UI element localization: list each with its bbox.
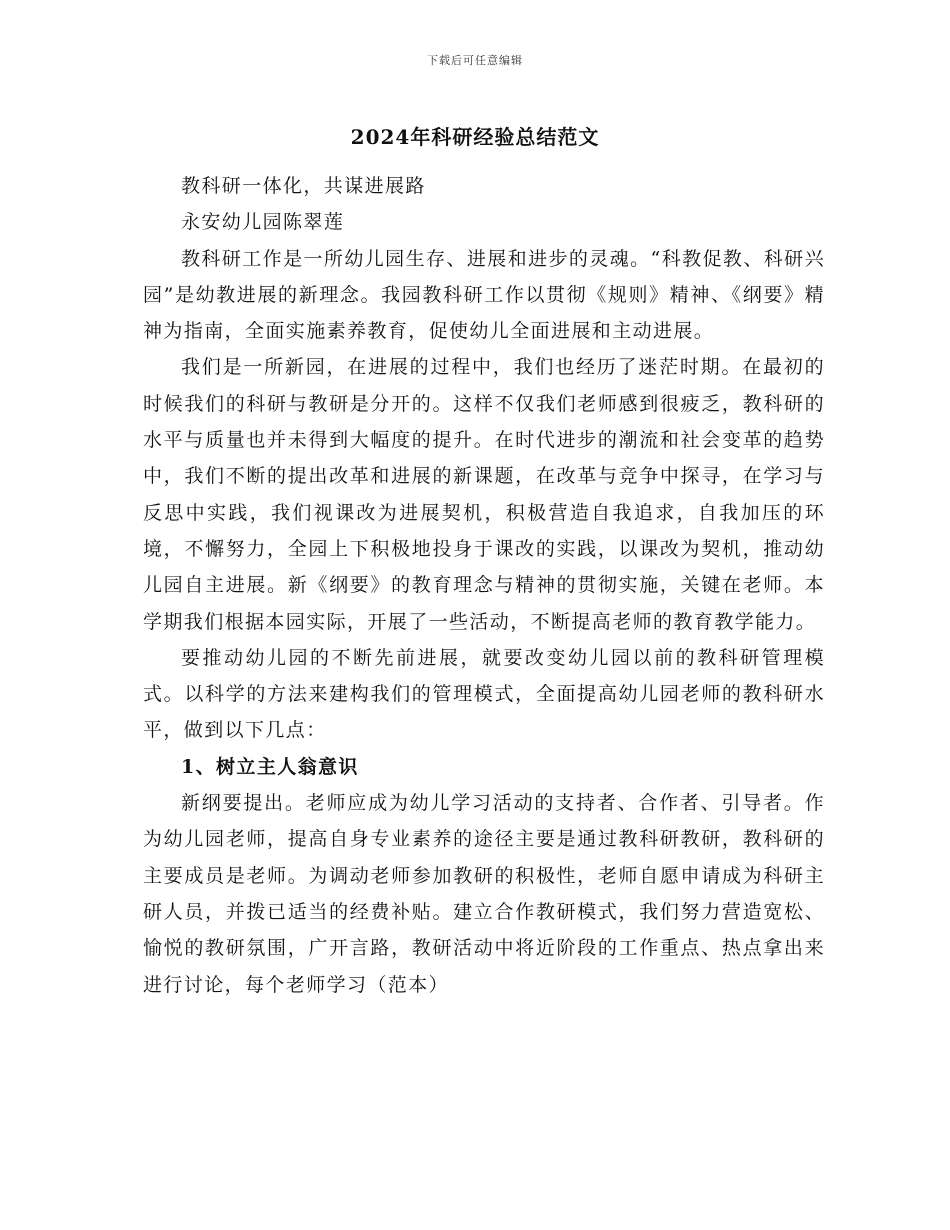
author-line: 永安幼儿园陈翠莲 [181,211,345,234]
body-paragraph: 我们是一所新园，在进展的过程中，我们也经历了迷茫时期。在最初的时候我们的科研与教研是分开的。这样不仅我们老师感到很疲乏，教科研的水平与质量也并未得到大幅度的提升。在时代进步的潮流和社会变革的趋势中，我们不断的提出改革和进展的新课题，在改革与竞争中探寻，在学习与反思中实践，我们视课改为进展契机，积极营造自我追求，自我加压的环境，不懈努力，全园上下积极地投身于课改的实践，以课改为契机，推动幼儿园自主进展。新《纲要》的教育理念与精神的贯彻实施，关键在老师。本学期我们根据本园实际，开展了一些活动，不断提高老师的教育教学能力。 [143,356,825,633]
section-heading: 1、树立主人翁意识 [181,755,359,778]
body-paragraph: 要推动幼儿园的不断先前进展，就要改变幼儿园以前的教科研管理模式。以科学的方法来建构我们的管理模式，全面提高幼儿园老师的教科研水平，做到以下几点： [143,646,825,742]
document-body [143,168,825,1003]
body-paragraph: 新纲要提出。老师应成为幼儿学习活动的支持者、合作者、引导者。作为幼儿园老师，提高自身专业素养的途径主要是通过教科研教研，教科研的主要成员是老师。为调动老师参加教研的积极性，老师自愿申请成为科研主研人员，并拨已适当的经费补贴。建立合作教研模式，我们努力营造宽松、愉悦的教研氛围，广开言路，教研活动中将近阶段的工作重点、热点拿出来进行讨论，每个老师学习（范本） [143,792,825,996]
subtitle: 教科研一体化，共谋进展路 [181,175,426,197]
body-paragraph: 教科研工作是一所幼儿园生存、进展和进步的灵魂。“科教促教、科研兴园”是幼教进展的新理念。我园教科研工作以贯彻《规则》精神、《纲要》精神为指南，全面实施素养教育，促使幼儿全面进展和主动进展。 [143,247,825,343]
page-title: 2024年科研经验总结范文 [350,125,600,149]
header-note: 下载后可任意编辑 [427,54,523,67]
